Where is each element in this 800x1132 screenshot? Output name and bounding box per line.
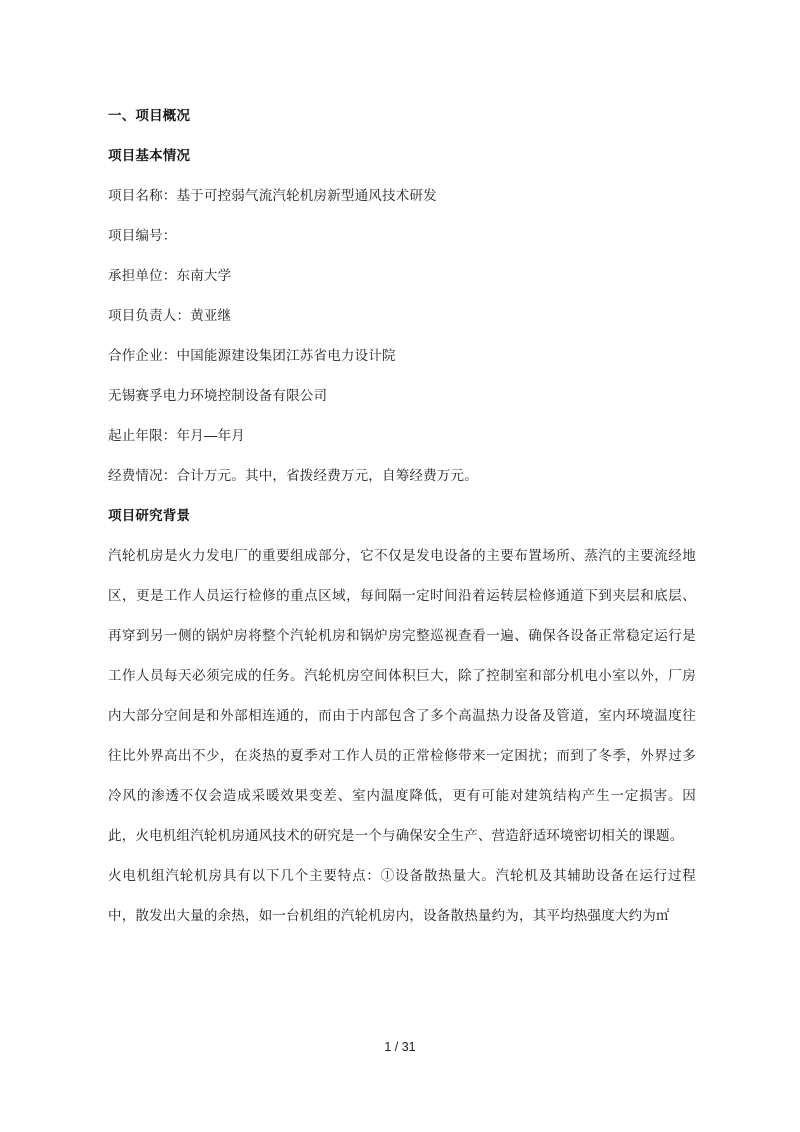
page-number: 1 / 31: [384, 1040, 416, 1054]
document-body: [108, 96, 696, 936]
field-funding: 经费情况：合计万元。其中，省拨经费万元，自筹经费万元。: [108, 468, 478, 483]
field-partner-enterprise-second: 无锡赛孚电力环境控制设备有限公司: [108, 388, 328, 403]
subsection-heading: 项目基本情况: [108, 148, 191, 163]
field-project-leader: 项目负责人：黄亚继: [108, 308, 232, 323]
field-partner-enterprise: 合作企业：中国能源建设集团江苏省电力设计院: [108, 348, 396, 363]
background-heading: 项目研究背景: [108, 508, 191, 523]
field-project-name: 项目名称：基于可控弱气流汽轮机房新型通风技术研发: [108, 188, 437, 203]
field-undertaking-unit: 承担单位：东南大学: [108, 268, 232, 283]
field-duration: 起止年限：年月—年月: [108, 428, 245, 443]
background-paragraph-1: 汽轮机房是火力发电厂的重要组成部分，它不仅是发电设备的主要布置场所、蒸汽的主要流经地区，更是工作人员运行检修的重点区域，每间隔一定时间沿着运转层检修通道下到夹层和底层、再穿到另一侧的锅炉房将整个汽轮机房和锅炉房完整巡视查看一遍、确保各设备正常稳定运行是工作人员每天必须完成的任务。汽轮机房空间体积巨大，除了控制室和部分机电小室以外，厂房内大部分空间是和外部相连通的，而由于内部包含了多个高温热力设备及管道，室内环境温度往往比外界高出不少，在炎热的夏季对工作人员的正常检修带来一定困扰；而到了冬季，外界过多冷风的渗透不仅会造成采暖效果变差、室内温度降低，更有可能对建筑结构产生一定损害。因此，火电机组汽轮机房通风技术的研究是一个与确保安全生产、营造舒适环境密切相关的课题。: [108, 548, 696, 843]
field-project-number: 项目编号：: [108, 228, 177, 243]
section-heading: 一、项目概况: [108, 108, 191, 123]
background-paragraph-2: 火电机组汽轮机房具有以下几个主要特点：①设备散热量大。汽轮机及其辅助设备在运行过程中，散发出大量的余热，如一台机组的汽轮机房内，设备散热量约为，其平均热强度大约为㎡: [108, 868, 696, 923]
